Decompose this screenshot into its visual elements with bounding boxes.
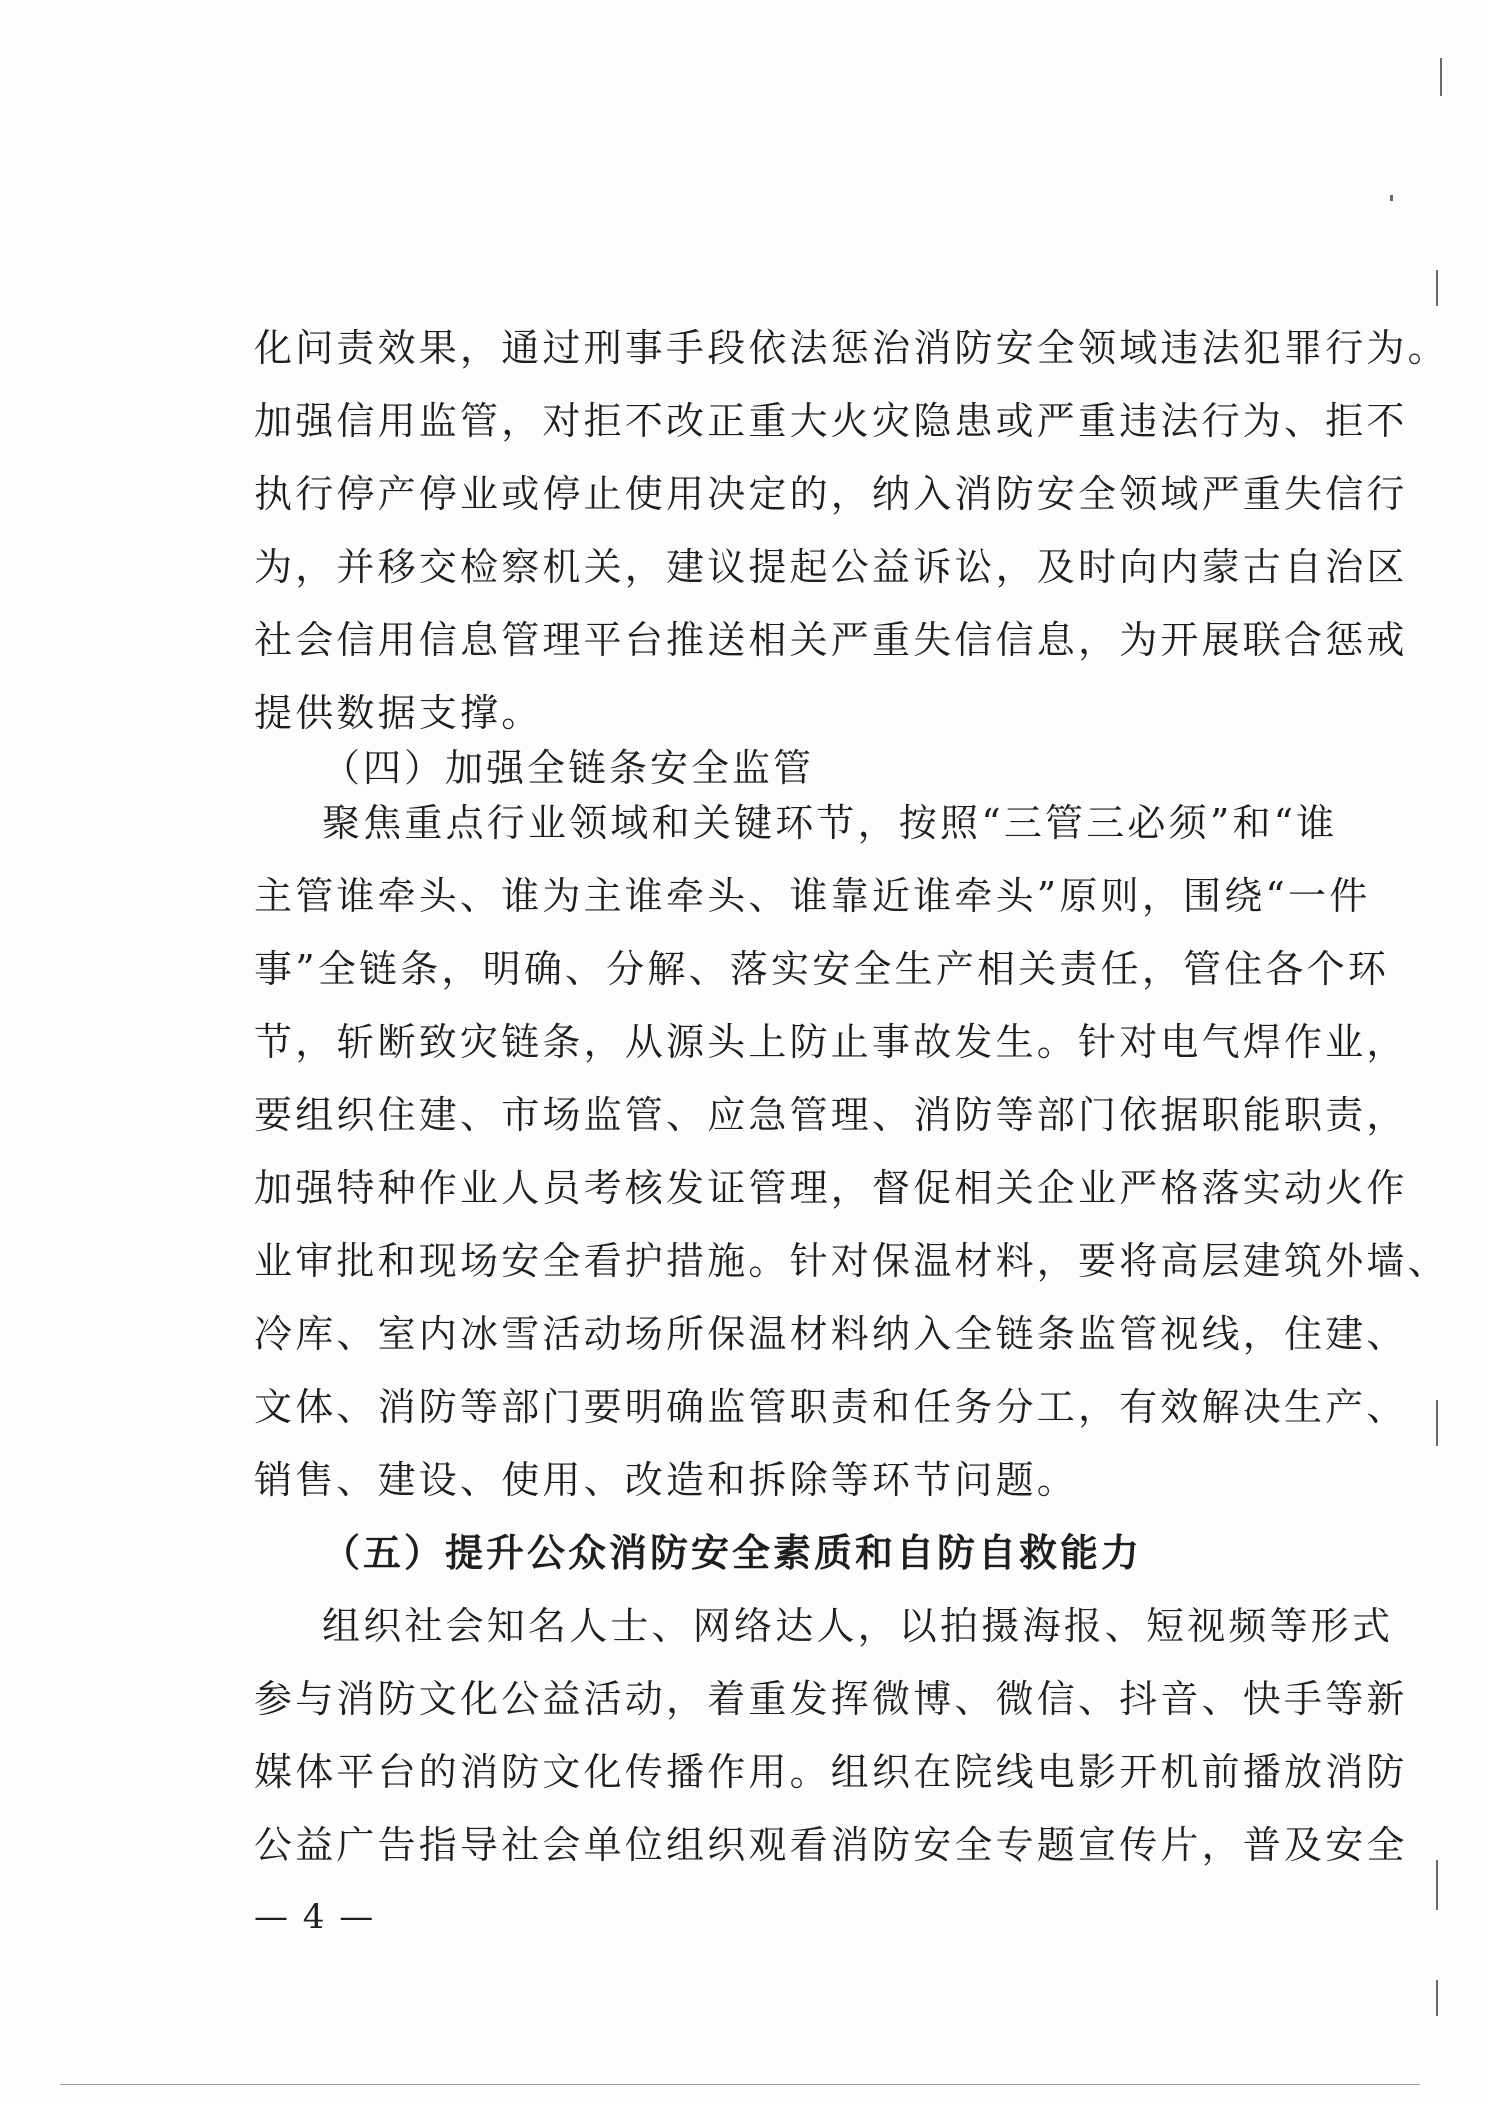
- scan-artifact: [1436, 1980, 1438, 2016]
- text-line: 销售、建设、使用、改造和拆除等环节问题。: [254, 1458, 1079, 1502]
- text-line: 业审批和现场安全看护措施。针对保温材料，要将高层建筑外墙、: [254, 1239, 1449, 1283]
- text-line: 组织社会知名人士、网络达人，以拍摄海报、短视频等形式: [322, 1604, 1394, 1648]
- text-line: 文体、消防等部门要明确监管职责和任务分工，有效解决生产、: [254, 1385, 1408, 1429]
- scan-artifact: [1436, 270, 1438, 306]
- section-heading-4: （四）加强全链条安全监管: [322, 746, 815, 790]
- scan-artifact: [1390, 195, 1393, 201]
- text-line: 节，斩断致灾链条，从源头上防止事故发生。针对电气焊作业，: [254, 1020, 1408, 1064]
- section-heading-5: （五）提升公众消防安全素质和自防自救能力: [322, 1530, 1143, 1575]
- page-number: — 4 —: [254, 1897, 376, 1937]
- scan-artifact: [1436, 1860, 1438, 1910]
- text-line: 社会信用信息管理平台推送相关严重失信信息，为开展联合惩戒: [254, 618, 1408, 662]
- text-line: 为，并移交检察机关，建议提起公益诉讼，及时向内蒙古自治区: [254, 545, 1408, 589]
- text-line: 化问责效果，通过刑事手段依法惩治消防安全领域违法犯罪行为。: [254, 326, 1449, 370]
- text-line: 冷库、室内冰雪活动场所保温材料纳入全链条监管视线，住建、: [254, 1312, 1408, 1356]
- text-line: 媒体平台的消防文化传播作用。组织在院线电影开机前播放消防: [254, 1750, 1408, 1794]
- text-line: 事”全链条，明确、分解、落实安全生产相关责任，管住各个环: [254, 947, 1390, 991]
- text-line: 提供数据支撑。: [254, 691, 543, 735]
- text-line: 加强特种作业人员考核发证管理，督促相关企业严格落实动火作: [254, 1166, 1408, 1210]
- text-line: 参与消防文化公益活动，着重发挥微博、微信、抖音、快手等新: [254, 1677, 1408, 1721]
- scan-artifact: [1436, 1400, 1438, 1446]
- text-line: 执行停产停业或停止使用决定的，纳入消防安全领域严重失信行: [254, 472, 1408, 516]
- text-line: 加强信用监管，对拒不改正重大火灾隐患或严重违法行为、拒不: [254, 399, 1408, 443]
- text-line: 聚焦重点行业领域和关键环节，按照“三管三必须”和“谁: [322, 801, 1338, 845]
- scan-artifact: [1440, 58, 1442, 96]
- scan-edge-line: [60, 2084, 1420, 2085]
- text-line: 要组织住建、市场监管、应急管理、消防等部门依据职能职责，: [254, 1093, 1408, 1137]
- text-line: 主管谁牵头、谁为主谁牵头、谁靠近谁牵头”原则，围绕“一件: [254, 874, 1371, 918]
- text-line: 公益广告指导社会单位组织观看消防安全专题宣传片，普及安全: [254, 1823, 1408, 1867]
